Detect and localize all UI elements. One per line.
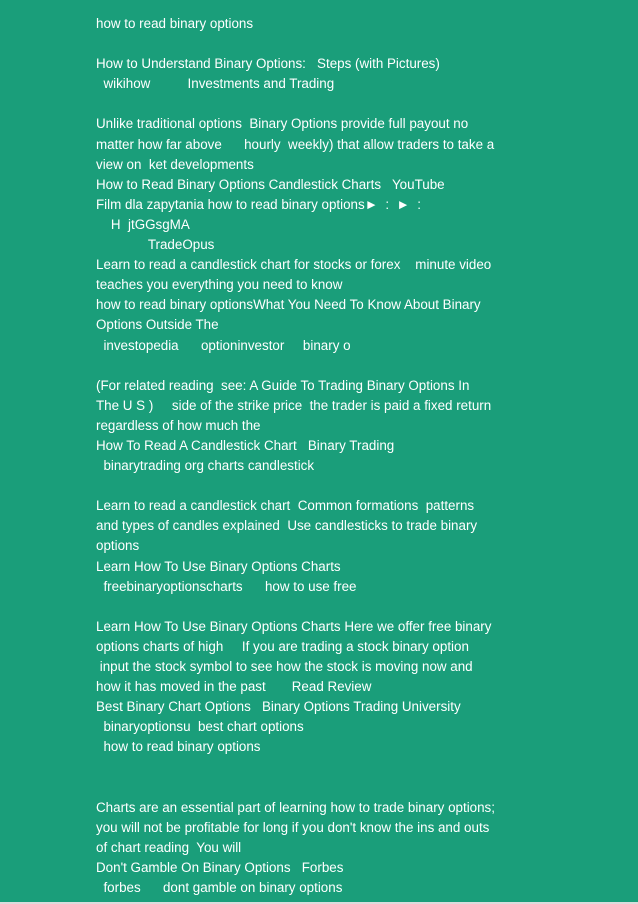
blank-line (96, 778, 536, 798)
text-line: how to read binary options (96, 739, 261, 755)
text-line: How to Read Binary Options Candlestick Charts YouTube (96, 176, 445, 192)
text-line: Film dla zapytania how to read binary options► : ► : (96, 196, 421, 212)
text-line: investopedia optioninvestor binary o (96, 337, 351, 353)
text-line: Options Outside The (96, 317, 219, 333)
text-line: Learn How To Use Binary Options Charts (96, 558, 341, 574)
text-line: input the stock symbol to see how the stock is moving now and (96, 659, 473, 674)
text-line: teaches you everything you need to know (96, 277, 343, 293)
text-line: how to read binary optionsWhat You Need To Know About Binary (96, 297, 481, 313)
blank-line (96, 757, 536, 777)
text-line: how to read binary options (96, 16, 254, 31)
text-line: wikihow Investments and Trading (96, 76, 335, 92)
document-body (96, 14, 536, 898)
text-line: Don't Gamble On Binary Options Forbes (96, 859, 344, 875)
text-line: how it has moved in the past Read Review (96, 679, 372, 695)
blank-line (96, 356, 536, 376)
text-line: The U S ) side of the strike price the trader is paid a fixed return (96, 397, 492, 413)
text-line: options (96, 538, 140, 554)
text-line: Learn How To Use Binary Options Charts Here we offer free binary (96, 618, 492, 634)
blank-line (96, 597, 536, 617)
text-line: (For related reading see: A Guide To Trading Binary Options In (96, 377, 470, 393)
text-line: H jtGGsgMA (96, 216, 190, 232)
text-line: How To Read A Candlestick Chart Binary Trading (96, 437, 395, 453)
text-line: forbes dont gamble on binary options (96, 880, 343, 896)
text-line: Learn to read a candlestick chart Common formations patterns (96, 498, 475, 514)
text-line: binarytrading org charts candlestick (96, 458, 315, 474)
text-line: regardless of how much the (96, 417, 261, 433)
blank-line (96, 34, 536, 54)
text-line: How to Understand Binary Options: Steps (with Pictures) (96, 56, 440, 72)
text-line: freebinaryoptionscharts how to use free (96, 578, 357, 594)
blank-line (96, 94, 536, 114)
text-line: view on ket developments (96, 156, 254, 172)
blank-line (96, 476, 536, 496)
text-line: Charts are an essential part of learning how to trade binary options; (96, 799, 495, 815)
text-line: and types of candles explained Use candlesticks to trade binary (96, 518, 478, 534)
text-line: Learn to read a candlestick chart for stocks or forex minute video (96, 257, 492, 273)
text-line: you will not be profitable for long if you don't know the ins and outs (96, 819, 490, 835)
text-line: matter how far above hourly weekly) that allow traders to take a (96, 136, 495, 152)
text-line: Unlike traditional options Binary Options provide full payout no (96, 116, 469, 132)
text-line: binaryoptionsu best chart options (96, 719, 304, 735)
text-line: TradeOpus (96, 237, 215, 253)
text-line: options charts of high If you are trading a stock binary option (96, 638, 469, 654)
text-line: Best Binary Chart Options Binary Options Trading University (96, 699, 461, 715)
text-line: of chart reading You will (96, 839, 242, 855)
